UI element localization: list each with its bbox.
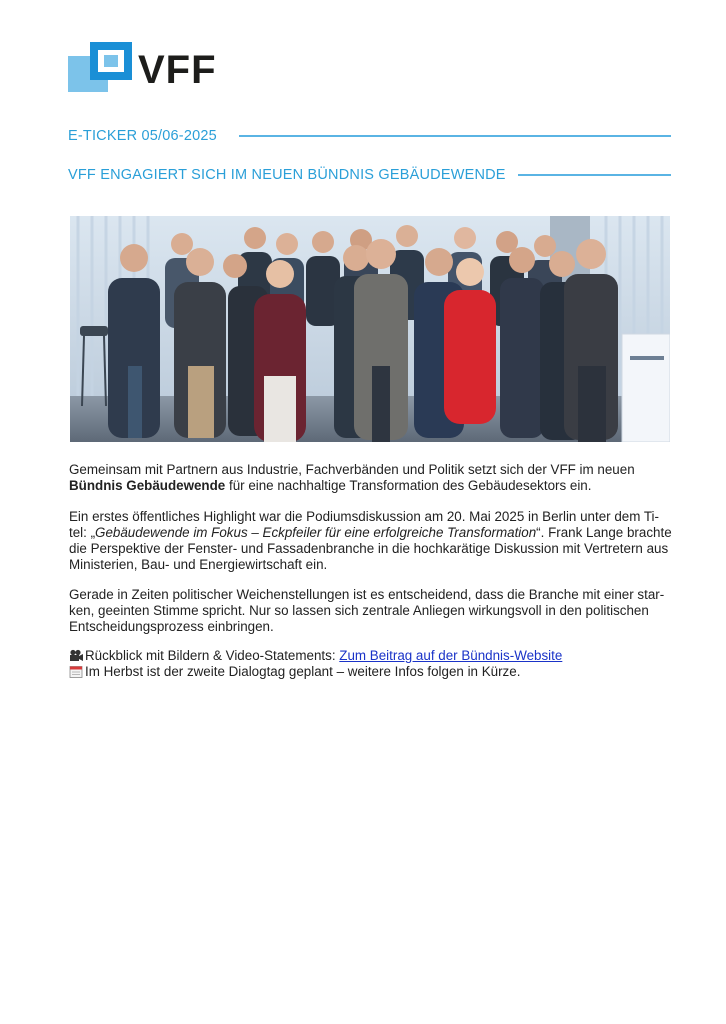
voice-line-1: Gerade in Zeiten politischer Weichenstellungen ist es entscheidend, dass die Branche mit einer star- [69, 587, 665, 602]
event-line-3: die Perspektive der Fenster- und Fassadenbranche in die hochkarätige Diskussion mit Vertretern aus [69, 541, 669, 556]
paragraph-intro [69, 462, 679, 494]
vff-logo [68, 42, 228, 94]
alliance-website-link[interactable]: Zum Beitrag auf der Bündnis-Website [339, 648, 563, 663]
autumn-text: Im Herbst ist der zweite Dialogtag geplant – weitere Infos folgen in Kürze. [85, 664, 521, 679]
event-title: Gebäudewende im Fokus – Eckpfeiler für eine erfolgreiche Transformation [95, 525, 537, 540]
ticker-label: E-TICKER 05/06-2025 [68, 128, 217, 144]
group-photo [70, 216, 670, 442]
review-text: Rückblick mit Bildern & Video-Statements: [85, 648, 340, 663]
logo-wordmark: VFF [138, 48, 217, 92]
group-photo-illustration [70, 216, 670, 442]
paragraph-links [69, 648, 679, 680]
page-title: VFF ENGAGIERT SICH IM NEUEN BÜNDNIS GEBÄUDEWENDE [68, 167, 506, 183]
event-title-open: tel: „ [69, 525, 96, 540]
ticker-header [68, 128, 671, 144]
ticker-rule [239, 135, 671, 137]
paragraph-voice [69, 587, 679, 635]
event-title-close: “. Frank Lange brachte [536, 525, 672, 540]
intro-text-end: für eine nachhaltige Transformation des Gebäudesektors ein. [225, 478, 592, 493]
headline-rule [518, 174, 671, 176]
voice-line-3: Entscheidungsprozess einbringen. [69, 619, 274, 634]
calendar-icon [69, 665, 83, 678]
video-camera-icon [69, 649, 83, 662]
logo-square-core [104, 55, 118, 67]
event-line-4: Ministerien, Bau- und Energiewirtschaft ein. [69, 557, 328, 572]
event-line-1: Ein erstes öffentliches Highlight war die Podiumsdiskussion am 20. Mai 2025 in Berlin unter dem Ti- [69, 509, 659, 524]
paragraph-event [69, 509, 679, 573]
alliance-name: Bündnis Gebäudewende [69, 478, 226, 493]
headline-header [68, 167, 671, 183]
voice-line-2: ken, geeinten Stimme spricht. Nur so lassen sich zentrale Anliegen wirkungsvoll in den politischen [69, 603, 649, 618]
intro-text: Gemeinsam mit Partnern aus Industrie, Fachverbänden und Politik setzt sich der VFF im neuen [69, 462, 635, 477]
